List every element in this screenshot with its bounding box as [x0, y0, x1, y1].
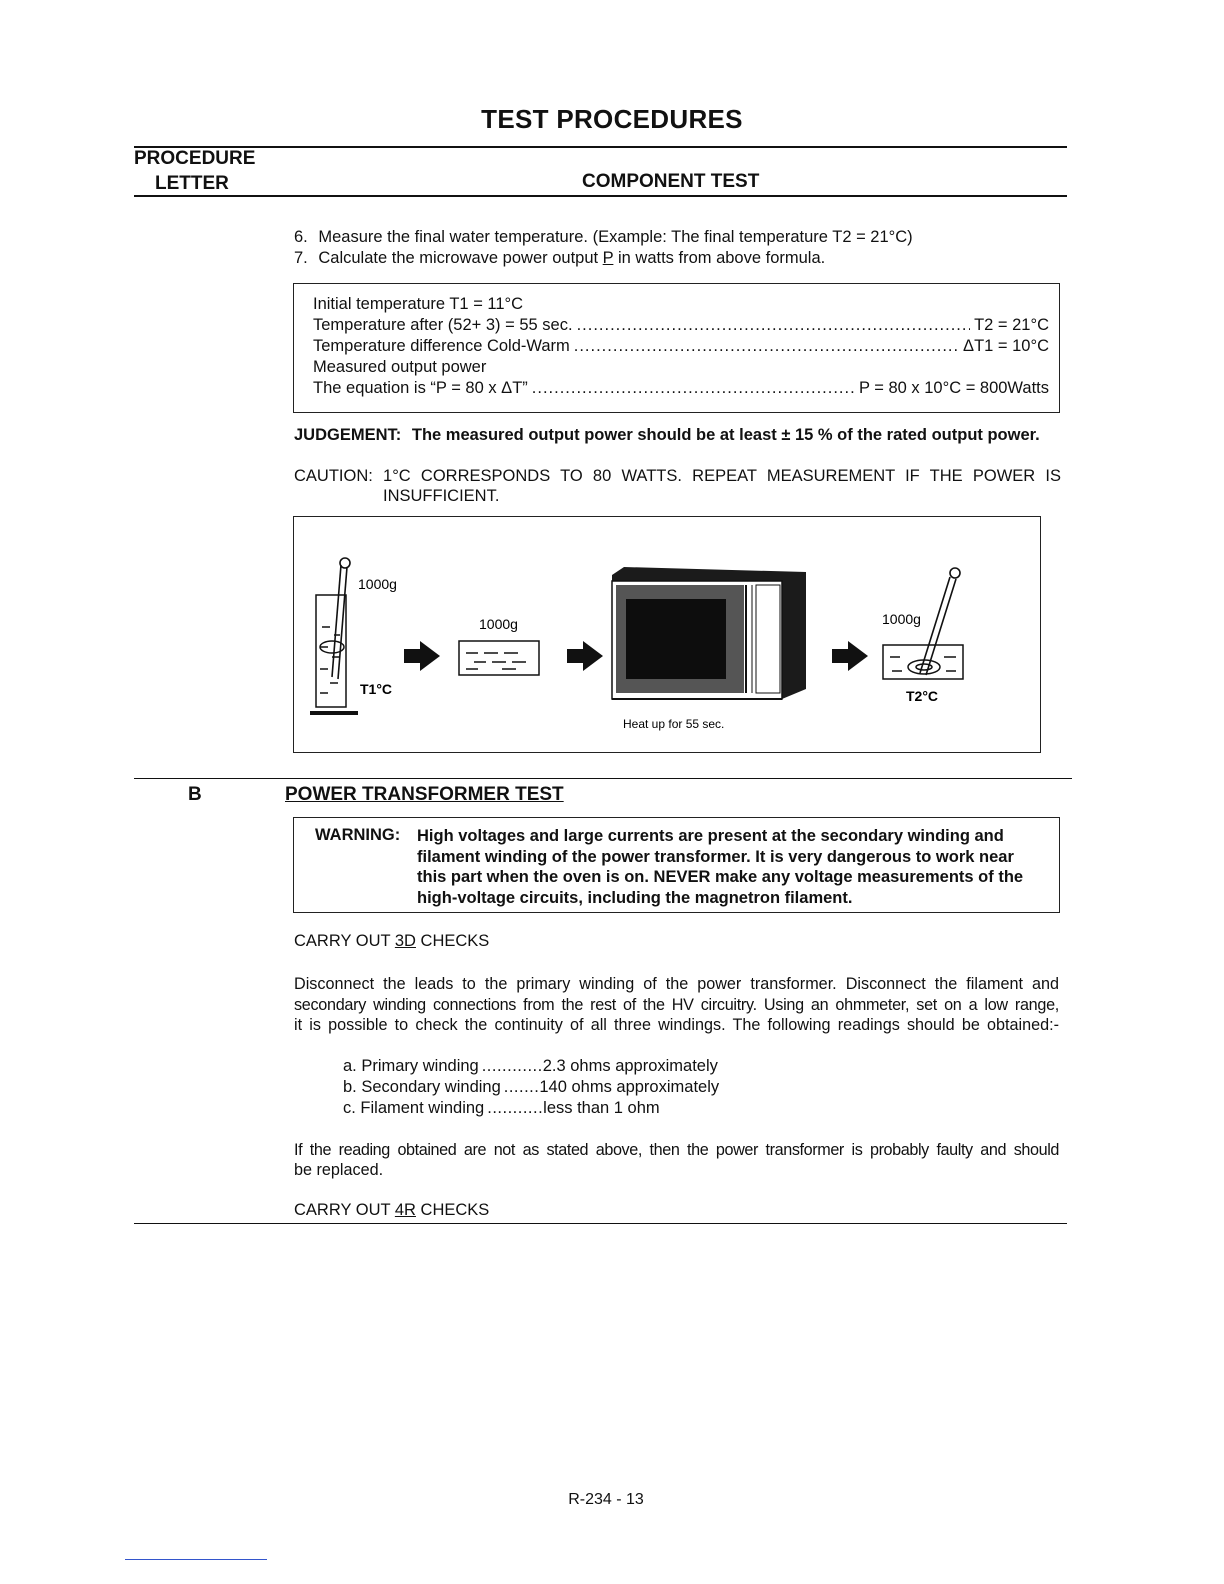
section-b-rule: [134, 778, 1072, 779]
check-code: 3D: [394, 932, 416, 950]
step-number: 7.: [294, 249, 308, 267]
judgement-label: JUDGEMENT:: [294, 426, 402, 444]
thermometer-icon: [332, 558, 350, 679]
header-rule: [134, 195, 1067, 197]
beaker-1-weight: 1000g: [358, 576, 397, 592]
title-rule: [134, 146, 1067, 148]
arrow-icon: [404, 641, 440, 671]
judgement-text: The measured output power should be at least ± 15 % of the rated output power.: [411, 426, 1040, 444]
thermometer-icon: [920, 568, 960, 675]
figure-drawing: [294, 517, 1042, 754]
oven-caption: Heat up for 55 sec.: [623, 717, 725, 731]
judgement: [294, 426, 1040, 445]
reading-secondary: b. Secondary winding ....... 140 ohms approximately: [343, 1078, 720, 1096]
measured-row: Measured output power: [313, 358, 487, 376]
equation-row: The equation is “P = 80 x ΔT” ..... P = 80 x 10°C = 800Watts: [313, 378, 1049, 399]
beaker-1-temp: T1°C: [360, 681, 393, 697]
section-end-rule: [134, 1223, 1067, 1224]
page-title: TEST PROCEDURES: [481, 104, 743, 134]
formula-box: [293, 283, 1060, 413]
procedure-letter-header: [134, 146, 255, 196]
step-text: Measure the final water temperature. (Example: The final temperature T2 = 21°C): [318, 228, 913, 246]
section-b-letter: B: [188, 784, 202, 805]
reading-filament: c. Filament winding ........... less than 1 ohm: [343, 1099, 660, 1117]
arrow-icon: [567, 641, 603, 671]
disconnect-paragraph: Disconnect the leads to the primary winding of the power transformer. Disconnect the filament and secondary winding connections from the rest of the HV circuitry. Using an ohmmeter, set on a low range, it is possible to check the continuity of all three windings. The following readings should be obtained:-: [294, 975, 1059, 1034]
after-temp-row: Temperature after (52+ 3) = 55 sec. ..... T2 = 21°C: [313, 315, 1049, 336]
footnote-rule: [125, 1559, 267, 1560]
page-number: R-234 - 13: [568, 1491, 644, 1508]
carry-out-3d: CARRY OUT 3D CHECKS: [294, 932, 490, 950]
warning-text: High voltages and large currents are present at the secondary winding and filament winding of the power transformer. It is very dangerous to work near this part when the oven is on. NEVER make any voltage measurements of the high-voltage circuits, including the magnetron filament.: [417, 827, 1024, 907]
initial-temp-row: Initial temperature T1 = 11°C: [313, 295, 524, 313]
step-text: Calculate the microwave power output: [318, 249, 603, 267]
warning-label: WARNING:: [315, 826, 401, 844]
step-text-end: in watts from above formula.: [613, 249, 826, 267]
component-test-header: COMPONENT TEST: [582, 171, 760, 192]
step-underlined: P: [602, 249, 614, 267]
result-weight: 1000g: [882, 611, 921, 627]
readings-list: [343, 1056, 719, 1119]
caution-line-1: CAUTION: 1°C CORRESPONDS TO 80 WATTS. REPEAT MEASUREMENT IF THE POWER IS: [294, 467, 1061, 485]
procedure-label: PROCEDURE: [134, 148, 256, 169]
container-weight: 1000g: [479, 616, 518, 632]
step-7: [294, 248, 825, 269]
replace-paragraph: If the reading obtained are not as stated above, then the power transformer is probably faulty and should be replaced.: [294, 1141, 1059, 1179]
diff-temp-row: Temperature difference Cold-Warm ..... ΔT1 = 10°C: [313, 336, 1049, 357]
heating-figure: [293, 516, 1041, 753]
carry-out-4r: CARRY OUT 4R CHECKS: [294, 1201, 490, 1219]
step-6: [294, 227, 913, 248]
step-number: 6.: [294, 228, 308, 246]
caution-line-2: INSUFFICIENT.: [383, 487, 500, 505]
microwave-oven-icon: [612, 567, 806, 699]
check-code: 4R: [394, 1201, 416, 1219]
letter-label: LETTER: [155, 173, 229, 194]
result-temp: T2°C: [906, 688, 939, 704]
water-container: [459, 641, 539, 675]
reading-primary: a. Primary winding ............ 2.3 ohms approximately: [343, 1057, 718, 1075]
warning-box: [293, 817, 1060, 913]
section-b-title: POWER TRANSFORMER TEST: [285, 784, 564, 805]
arrow-icon: [832, 641, 868, 671]
